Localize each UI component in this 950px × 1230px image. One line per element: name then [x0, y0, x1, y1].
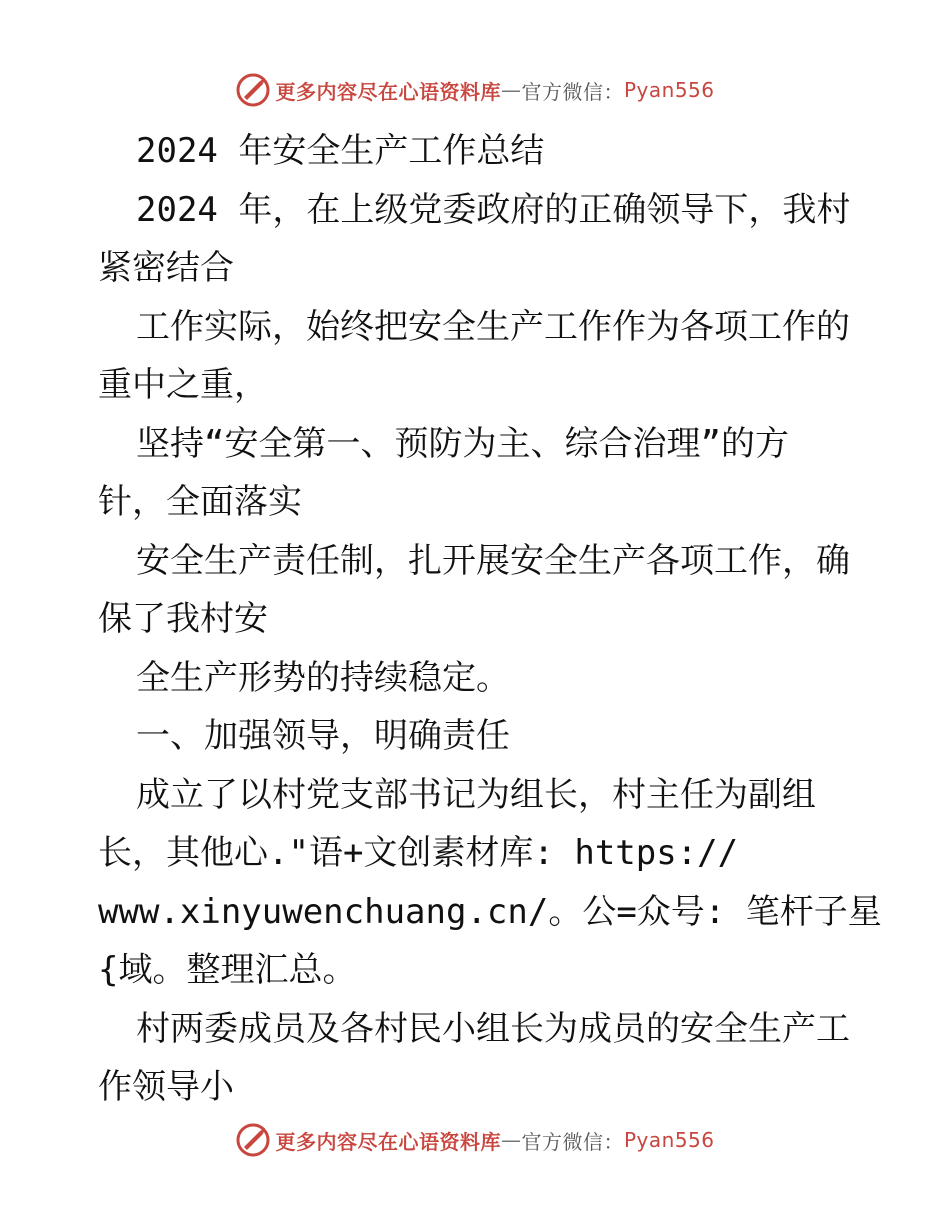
doc-line: 工作实际，始终把安全生产工作作为各项工作的 — [136, 306, 850, 347]
header-watermark-banner — [0, 70, 950, 110]
banner-account-text: Pyan556 — [623, 1128, 715, 1152]
banner-sub-text: 官方微信： — [521, 79, 624, 104]
doc-line: 作领导小 — [98, 1067, 234, 1107]
doc-line: 紧密结合 — [98, 248, 234, 288]
doc-line: 2024 年，在上级党委政府的正确领导下，我村 — [136, 189, 851, 230]
banner-sub-text: 官方微信： — [521, 1129, 624, 1154]
doc-line: 村两委成员及各村民小组长为成员的安全生产工 — [136, 1008, 850, 1049]
doc-line: 针，全面落实 — [98, 482, 302, 522]
doc-line: www.xinyuwenchuang.cn/。公=众号: 笔杆子星 — [98, 891, 882, 932]
doc-line: 一、加强领导，明确责任 — [136, 716, 510, 756]
doc-line: 成立了以村党支部书记为组长，村主任为副组 — [136, 774, 816, 815]
footer-watermark-banner — [0, 1120, 950, 1160]
doc-line: 长，其他心."语+文创素材库: https:// — [98, 833, 739, 873]
banner-separator: — — [500, 78, 522, 102]
doc-line: 安全生产责任制，扎开展安全生产各项工作，确 — [136, 540, 850, 581]
quill-pen-seal-icon — [235, 1122, 271, 1158]
document-body — [98, 122, 882, 1117]
doc-line: 保了我村安 — [98, 599, 268, 639]
banner-account-text: Pyan556 — [623, 78, 715, 102]
doc-line: 全生产形势的持续稳定。 — [136, 657, 510, 698]
banner-separator: — — [500, 1128, 522, 1152]
quill-pen-seal-icon — [235, 72, 271, 108]
doc-line: 2024 年安全生产工作总结 — [136, 131, 545, 171]
doc-line: 坚持“安全第一、预防为主、综合治理”的方 — [136, 423, 789, 464]
banner-main-text: 更多内容尽在心语资料库 — [275, 1129, 501, 1154]
banner-main-text: 更多内容尽在心语资料库 — [275, 79, 501, 104]
doc-line: {域。整理汇总。 — [98, 950, 357, 990]
doc-line: 重中之重， — [98, 365, 268, 405]
